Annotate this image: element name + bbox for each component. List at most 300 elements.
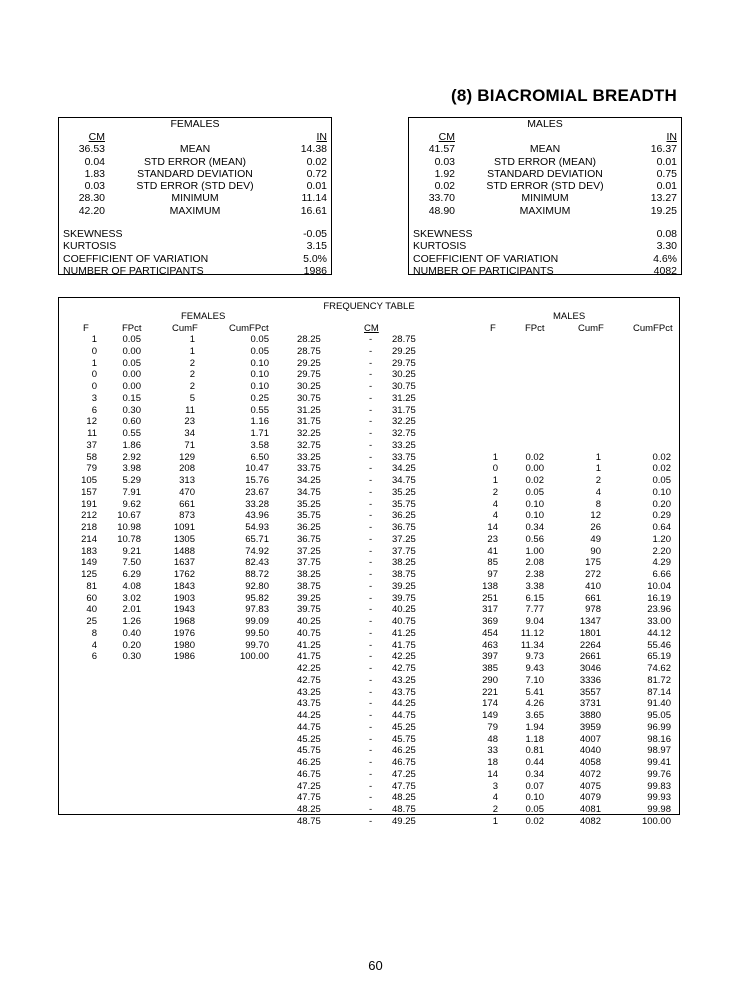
freq-range-low: 36.25 [297, 522, 321, 533]
freq-male-cumf: 3046 [579, 663, 601, 674]
freq-range-low: 38.75 [297, 580, 321, 592]
freq-female-cumfpct: 88.72 [245, 569, 269, 580]
freq-male-cumf: 49 [590, 533, 601, 545]
freq-female-fpct: 0.30 [122, 651, 141, 663]
freq-range-high: 48.75 [392, 804, 416, 815]
freq-male-fpct: 0.10 [525, 510, 544, 522]
males-extra-row [409, 253, 681, 265]
freq-range-low: 44.75 [297, 721, 321, 733]
freq-range-dash: - [369, 486, 373, 498]
freq-range-high: 43.75 [392, 686, 416, 698]
freq-female-cumf: 2 [189, 369, 195, 381]
females-extra-row [59, 265, 331, 277]
freq-m-header-cumf: CumF [578, 323, 604, 334]
freq-female-f: 79 [86, 463, 97, 475]
freq-range-high: 37.25 [392, 533, 416, 545]
males-summary-heading: MALES [527, 118, 563, 130]
females-stat-cm: 0.03 [84, 180, 105, 193]
freq-range-high: 36.75 [392, 522, 416, 533]
freq-male-cumfpct: 10.04 [647, 580, 671, 592]
freq-males-label: MALES [553, 311, 586, 322]
freq-range-dash: - [369, 522, 373, 533]
freq-male-cumfpct: 91.40 [647, 698, 671, 710]
females-summary-box [58, 117, 332, 275]
freq-male-fpct: 0.44 [525, 757, 544, 768]
freq-male-cumf: 3336 [579, 674, 601, 686]
freq-male-cumfpct: 99.93 [647, 792, 671, 804]
males-stat-row [409, 156, 681, 168]
freq-female-f: 157 [81, 486, 97, 498]
freq-male-cumf: 661 [585, 592, 601, 604]
freq-row [59, 463, 679, 475]
freq-row [59, 381, 679, 393]
freq-male-cumfpct: 99.83 [647, 780, 671, 792]
freq-male-fpct: 7.10 [525, 674, 544, 686]
freq-range-dash: - [369, 451, 373, 463]
freq-range-high: 45.75 [392, 733, 416, 745]
freq-row [59, 616, 679, 628]
freq-range-high: 39.75 [392, 592, 416, 604]
freq-m-header-f: F [490, 323, 496, 334]
freq-range-high: 42.25 [392, 651, 416, 663]
freq-male-fpct: 0.00 [525, 463, 544, 475]
males-stat-cm: 33.70 [428, 192, 455, 205]
freq-row [59, 722, 679, 734]
freq-row [59, 569, 679, 581]
freq-range-dash: - [369, 557, 373, 569]
freq-male-fpct: 0.56 [525, 533, 544, 545]
freq-female-cumf: 1903 [173, 592, 195, 604]
freq-row [59, 757, 679, 769]
males-extra-value: 3.30 [656, 240, 677, 253]
freq-row [59, 499, 679, 511]
freq-male-f: 1 [492, 475, 498, 486]
freq-female-f: 58 [86, 451, 97, 463]
freq-range-low: 44.25 [297, 710, 321, 721]
freq-row [59, 593, 679, 605]
freq-range-high: 29.25 [392, 345, 416, 357]
freq-range-dash: - [369, 510, 373, 522]
freq-range-high: 38.75 [392, 569, 416, 580]
freq-male-cumf: 8 [595, 498, 601, 510]
males-stat-cm: 48.90 [428, 204, 455, 217]
freq-range-dash: - [369, 404, 373, 416]
freq-male-f: 79 [487, 721, 498, 733]
males-stat-cm: 0.02 [434, 180, 455, 193]
freq-row [59, 663, 679, 675]
freq-male-cumf: 3959 [579, 721, 601, 733]
freq-female-f: 8 [91, 627, 97, 639]
females-stat-in: 16.61 [300, 204, 327, 217]
freq-female-f: 105 [81, 475, 97, 486]
freq-row [59, 452, 679, 464]
freq-range-high: 35.25 [392, 486, 416, 498]
males-stat-cm: 0.03 [434, 155, 455, 168]
freq-male-cumf: 4082 [579, 815, 601, 827]
freq-range-dash: - [369, 369, 373, 381]
females-stat-in: 0.02 [306, 155, 327, 168]
freq-range-dash: - [369, 780, 373, 792]
freq-male-cumfpct: 33.00 [647, 616, 671, 627]
freq-range-low: 34.75 [297, 486, 321, 498]
freq-male-fpct: 9.04 [525, 616, 544, 627]
freq-female-fpct: 9.62 [122, 498, 141, 510]
freq-male-f: 23 [487, 533, 498, 545]
freq-male-cumf: 12 [590, 510, 601, 522]
freq-row [59, 475, 679, 487]
females-extra-row [59, 240, 331, 252]
freq-range-dash: - [369, 674, 373, 686]
freq-male-fpct: 0.02 [525, 815, 544, 827]
freq-male-f: 397 [482, 651, 498, 663]
freq-female-cumfpct: 0.10 [250, 369, 269, 381]
males-summary-box [408, 117, 682, 275]
freq-female-cumf: 1 [189, 345, 195, 357]
females-stat-in: 14.38 [300, 143, 327, 156]
freq-range-dash: - [369, 381, 373, 392]
males-stat-in: 19.25 [650, 204, 677, 217]
females-stat-row [59, 143, 331, 155]
freq-male-fpct: 11.12 [520, 627, 544, 639]
freq-row [59, 734, 679, 746]
females-stat-row [59, 192, 331, 204]
freq-male-f: 4 [492, 498, 498, 510]
freq-female-f: 149 [81, 557, 97, 569]
freq-male-fpct: 3.38 [525, 580, 544, 592]
freq-range-low: 41.25 [297, 639, 321, 651]
freq-range-high: 28.75 [392, 334, 416, 345]
freq-range-low: 45.25 [297, 733, 321, 745]
freq-female-f: 191 [81, 498, 97, 510]
females-stat-in: 11.14 [301, 192, 327, 205]
males-extra-value: 0.08 [656, 228, 677, 241]
freq-row [59, 405, 679, 417]
freq-row [59, 687, 679, 699]
freq-range-high: 34.25 [392, 463, 416, 475]
males-stat-label: STD ERROR (STD DEV) [486, 180, 604, 193]
freq-male-fpct: 1.18 [525, 733, 544, 745]
freq-female-cumfpct: 95.82 [245, 592, 269, 604]
freq-male-cumf: 4058 [579, 757, 601, 768]
freq-range-dash: - [369, 533, 373, 545]
freq-female-fpct: 6.29 [122, 569, 141, 580]
freq-male-cumf: 272 [585, 569, 601, 580]
freq-female-f: 183 [81, 545, 97, 557]
freq-range-high: 43.25 [392, 674, 416, 686]
freq-female-cumf: 71 [184, 439, 195, 451]
freq-male-cumfpct: 96.99 [647, 721, 671, 733]
freq-f-header-f: F [83, 323, 89, 334]
freq-row [59, 745, 679, 757]
page-number: 60 [368, 958, 383, 973]
freq-female-cumfpct: 97.83 [245, 604, 269, 616]
freq-female-cumfpct: 99.70 [245, 639, 269, 651]
freq-male-cumf: 3731 [579, 698, 601, 710]
frequency-table-title: FREQUENCY TABLE [323, 301, 415, 312]
freq-range-low: 35.25 [297, 498, 321, 510]
page-title: (8) BIACROMIAL BREADTH [450, 86, 677, 105]
freq-female-fpct: 2.92 [122, 451, 141, 463]
freq-range-high: 41.25 [392, 627, 416, 639]
females-extra-label: NUMBER OF PARTICIPANTS [63, 264, 204, 277]
freq-male-cumfpct: 100.00 [641, 815, 671, 827]
freq-male-fpct: 0.34 [525, 522, 544, 533]
females-extra-value: 3.15 [306, 240, 327, 253]
freq-range-low: 35.75 [297, 510, 321, 522]
freq-row [59, 557, 679, 569]
freq-male-cumfpct: 0.05 [652, 475, 671, 486]
freq-male-cumf: 1 [595, 451, 601, 463]
freq-range-dash: - [369, 334, 373, 345]
freq-range-dash: - [369, 345, 373, 357]
females-stat-row [59, 168, 331, 180]
freq-male-cumfpct: 95.05 [647, 710, 671, 721]
freq-range-low: 39.25 [297, 592, 321, 604]
freq-male-cumfpct: 0.64 [652, 522, 671, 533]
freq-row [59, 581, 679, 593]
freq-male-f: 14 [487, 768, 498, 780]
males-units-row [409, 131, 681, 143]
freq-male-f: 221 [482, 686, 498, 698]
females-stat-cm: 42.20 [78, 204, 105, 217]
freq-female-cumfpct: 99.50 [245, 627, 269, 639]
freq-female-fpct: 0.00 [122, 381, 141, 392]
freq-range-low: 29.75 [297, 369, 321, 381]
freq-m-header-cumfpct: CumFPct [633, 323, 673, 334]
freq-male-fpct: 11.34 [520, 639, 544, 651]
freq-range-dash: - [369, 698, 373, 710]
freq-range-low: 33.25 [297, 451, 321, 463]
freq-male-fpct: 9.73 [525, 651, 544, 663]
freq-female-f: 212 [81, 510, 97, 522]
freq-range-low: 28.25 [297, 334, 321, 345]
freq-female-fpct: 0.00 [122, 369, 141, 381]
freq-male-cumfpct: 0.29 [652, 510, 671, 522]
freq-range-low: 46.75 [297, 768, 321, 780]
freq-range-dash: - [369, 416, 373, 428]
freq-male-cumfpct: 55.46 [647, 639, 671, 651]
freq-male-cumf: 4079 [579, 792, 601, 804]
males-stat-label: MINIMUM [521, 192, 569, 205]
freq-row [59, 604, 679, 616]
freq-row [59, 534, 679, 546]
freq-range-high: 40.75 [392, 616, 416, 627]
freq-male-fpct: 0.05 [525, 804, 544, 815]
freq-range-dash: - [369, 757, 373, 768]
freq-range-low: 29.25 [297, 357, 321, 369]
freq-female-cumf: 2 [189, 381, 195, 392]
freq-range-high: 30.25 [392, 369, 416, 381]
females-extra-value: 5.0% [303, 252, 327, 265]
females-stat-row [59, 180, 331, 192]
freq-male-f: 317 [482, 604, 498, 616]
freq-female-cumfpct: 0.25 [250, 392, 269, 404]
freq-range-high: 30.75 [392, 381, 416, 392]
freq-row [59, 804, 679, 816]
freq-female-cumfpct: 0.10 [250, 357, 269, 369]
males-extra-value: 4.6% [653, 252, 677, 265]
freq-male-f: 48 [487, 733, 498, 745]
freq-male-f: 1 [492, 451, 498, 463]
freq-row [59, 346, 679, 358]
females-stat-in: 0.01 [306, 180, 327, 193]
males-stat-in: 0.01 [656, 180, 677, 193]
freq-male-f: 41 [487, 545, 498, 557]
freq-female-fpct: 7.91 [122, 486, 141, 498]
freq-row [59, 369, 679, 381]
freq-female-cumfpct: 0.55 [250, 404, 269, 416]
freq-row [59, 416, 679, 428]
freq-female-cumf: 1488 [173, 545, 195, 557]
freq-female-f: 40 [86, 604, 97, 616]
freq-range-low: 42.25 [297, 663, 321, 674]
freq-range-dash: - [369, 733, 373, 745]
freq-range-dash: - [369, 498, 373, 510]
freq-range-low: 47.25 [297, 780, 321, 792]
females-stat-label: MINIMUM [171, 192, 219, 205]
females-cm-unit: CM [88, 131, 105, 143]
freq-female-fpct: 5.29 [122, 475, 141, 486]
freq-male-f: 3 [492, 780, 498, 792]
freq-male-cumf: 2661 [579, 651, 601, 663]
freq-female-fpct: 0.20 [122, 639, 141, 651]
freq-female-f: 11 [87, 428, 97, 439]
freq-male-f: 18 [487, 757, 498, 768]
freq-range-high: 31.25 [392, 392, 416, 404]
freq-male-fpct: 9.43 [525, 663, 544, 674]
freq-range-low: 43.75 [297, 698, 321, 710]
freq-male-f: 251 [482, 592, 498, 604]
freq-female-f: 60 [86, 592, 97, 604]
freq-female-cumfpct: 54.93 [245, 522, 269, 533]
freq-male-cumf: 26 [590, 522, 601, 533]
freq-female-cumf: 1762 [173, 569, 195, 580]
freq-male-cumf: 4 [595, 486, 601, 498]
freq-male-f: 385 [482, 663, 498, 674]
freq-range-low: 46.25 [297, 757, 321, 768]
females-extra-value: 1986 [303, 264, 327, 277]
freq-f-header-fpct: FPct [122, 323, 142, 334]
freq-range-high: 47.25 [392, 768, 416, 780]
freq-female-f: 125 [81, 569, 97, 580]
freq-range-high: 29.75 [392, 357, 416, 369]
freq-female-fpct: 0.05 [122, 334, 141, 345]
freq-female-cumf: 1 [189, 334, 195, 345]
freq-female-f: 0 [91, 369, 97, 381]
freq-range-high: 39.25 [392, 580, 416, 592]
freq-female-fpct: 0.05 [122, 357, 141, 369]
freq-females-label: FEMALES [181, 311, 226, 322]
freq-female-cumfpct: 15.76 [245, 475, 269, 486]
freq-range-high: 46.75 [392, 757, 416, 768]
females-stat-cm: 1.83 [84, 167, 105, 180]
freq-range-dash: - [369, 651, 373, 663]
freq-male-f: 4 [492, 792, 498, 804]
freq-male-fpct: 1.94 [525, 721, 544, 733]
freq-female-fpct: 10.78 [117, 533, 141, 545]
females-stat-label: MEAN [179, 143, 211, 156]
freq-female-fpct: 1.86 [122, 439, 141, 451]
males-extra-label: SKEWNESS [413, 228, 473, 241]
males-stat-row [409, 205, 681, 217]
freq-female-cumfpct: 33.28 [245, 498, 269, 510]
males-stat-in: 0.75 [656, 167, 677, 180]
freq-female-cumf: 1843 [173, 580, 195, 592]
freq-female-cumf: 1943 [173, 604, 195, 616]
freq-male-fpct: 0.07 [525, 780, 544, 792]
freq-male-cumfpct: 99.98 [647, 804, 671, 815]
freq-range-low: 39.75 [297, 604, 321, 616]
freq-range-dash: - [369, 592, 373, 604]
freq-range-dash: - [369, 569, 373, 580]
freq-row [59, 792, 679, 804]
freq-range-low: 48.25 [297, 804, 321, 815]
freq-female-cumfpct: 10.47 [245, 463, 269, 475]
freq-female-cumf: 1968 [173, 616, 195, 627]
freq-range-low: 31.75 [297, 416, 321, 428]
freq-female-cumf: 313 [179, 475, 195, 486]
freq-range-low: 34.25 [297, 475, 321, 486]
freq-range-dash: - [369, 768, 373, 780]
freq-female-f: 37 [86, 439, 97, 451]
freq-row [59, 628, 679, 640]
females-stat-in: 0.72 [306, 167, 327, 180]
freq-male-fpct: 0.34 [525, 768, 544, 780]
females-extra-value: -0.05 [303, 228, 327, 241]
freq-female-cumfpct: 1.71 [250, 428, 269, 439]
freq-row [59, 651, 679, 663]
freq-male-cumfpct: 0.20 [652, 498, 671, 510]
freq-female-fpct: 0.40 [122, 627, 141, 639]
freq-range-low: 32.25 [297, 428, 321, 439]
freq-female-fpct: 7.50 [122, 557, 141, 569]
freq-male-cumf: 1 [595, 463, 601, 475]
freq-female-cumf: 5 [189, 392, 195, 404]
freq-male-f: 33 [487, 745, 498, 757]
freq-female-fpct: 3.02 [122, 592, 141, 604]
freq-male-f: 0 [492, 463, 498, 475]
females-extra-label: KURTOSIS [63, 240, 117, 253]
freq-female-cumf: 2 [189, 357, 195, 369]
freq-male-cumfpct: 0.10 [652, 486, 671, 498]
freq-female-cumfpct: 23.67 [245, 486, 269, 498]
freq-f-header-cumfpct: CumFPct [229, 323, 269, 334]
males-stat-label: STANDARD DEVIATION [487, 167, 603, 180]
freq-range-dash: - [369, 439, 373, 451]
males-stat-row [409, 168, 681, 180]
freq-female-fpct: 0.55 [122, 428, 141, 439]
freq-row [59, 546, 679, 558]
freq-range-dash: - [369, 357, 373, 369]
freq-female-cumfpct: 92.80 [245, 580, 269, 592]
freq-range-dash: - [369, 545, 373, 557]
freq-range-dash: - [369, 475, 373, 486]
freq-male-cumfpct: 98.97 [647, 745, 671, 757]
freq-female-cumfpct: 3.58 [250, 439, 269, 451]
freq-male-fpct: 2.38 [525, 569, 544, 580]
freq-male-cumfpct: 1.20 [652, 533, 671, 545]
freq-range-low: 38.25 [297, 569, 321, 580]
freq-male-cumf: 175 [585, 557, 601, 569]
females-units-row [59, 131, 331, 143]
freq-female-cumf: 34 [184, 428, 195, 439]
males-cm-unit: CM [438, 131, 455, 143]
freq-range-high: 49.25 [392, 815, 416, 827]
freq-male-cumfpct: 23.96 [647, 604, 671, 616]
females-stat-cm: 0.04 [84, 155, 105, 168]
freq-range-low: 31.25 [297, 404, 321, 416]
freq-range-high: 37.75 [392, 545, 416, 557]
